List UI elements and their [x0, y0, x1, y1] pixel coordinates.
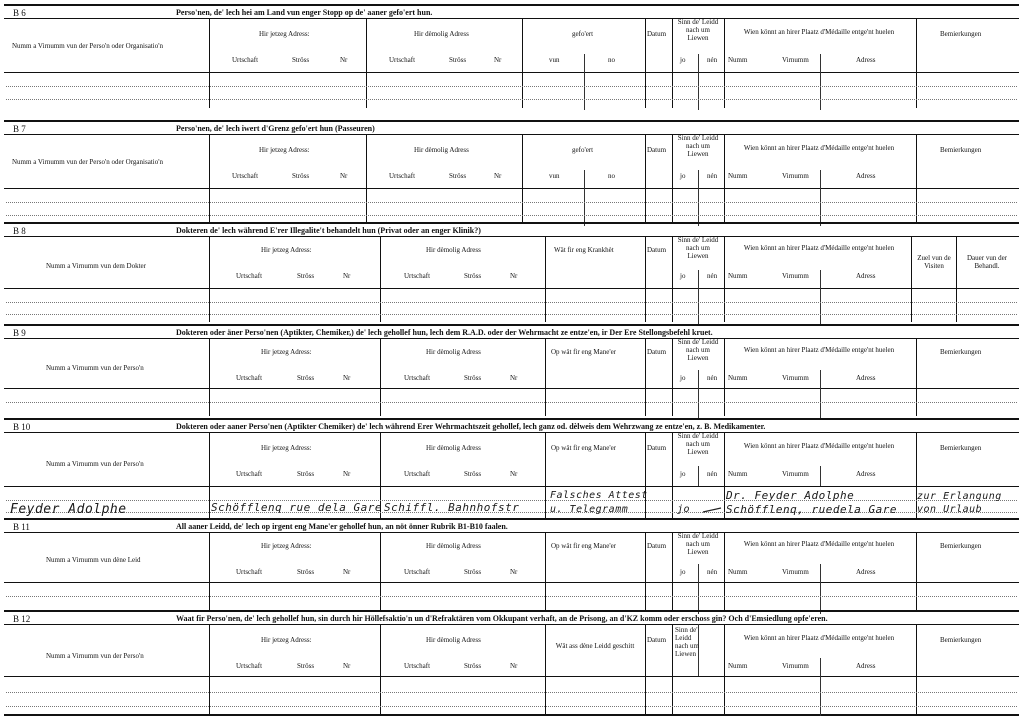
col-name-header: Numm a Virnumm vun der Perso'n oder Organisatio'n — [12, 42, 163, 50]
col-alive: Sinn de' Leidd nach um Liewen — [677, 532, 719, 556]
col-nr: Nr — [494, 172, 502, 180]
entry-alive-jo: jo — [677, 504, 691, 515]
section-b7 — [4, 120, 1019, 224]
col-urtschaft: Urtschaft — [236, 470, 263, 478]
col-nr: Nr — [340, 172, 348, 180]
col-jo: jo — [680, 470, 686, 478]
section-title: Dokteren de' lech während E'rer Illegalite't behandelt hun (Privat oder an enger Klinik?) — [176, 226, 481, 235]
col-jo: jo — [680, 374, 686, 382]
col-virnumm: Virnumm — [782, 470, 809, 478]
col-urtschaft: Urtschaft — [236, 662, 263, 670]
col-former-address: Hir dèmolig Adress — [426, 348, 481, 356]
col-current-address: Hir jetzeg Adress: — [261, 246, 312, 254]
section-b6 — [4, 4, 1019, 108]
col-no: no — [608, 172, 615, 180]
col-current-address: Hir jetzeg Adress: — [261, 542, 312, 550]
col-nr: Nr — [343, 568, 351, 576]
col-former-address: Hir dèmolig Adress — [426, 246, 481, 254]
col-person-name: Numm a Virnumm vun der Perso'n — [46, 652, 144, 660]
col-bemierkungen: Bemierkungen — [940, 146, 982, 154]
col-urtschaft: Urtschaft — [236, 272, 263, 280]
col-jo: jo — [680, 272, 686, 280]
col-adress: Adress — [856, 272, 876, 280]
entry-method-line1: Falsches Attest — [550, 490, 648, 501]
col-medal: Wien könnt an hirer Plaatz d'Médaille entge'nt huelen — [743, 634, 895, 642]
col-virnumm: Virnumm — [782, 374, 809, 382]
col-method: Op wät fir eng Mane'er — [551, 444, 617, 452]
col-datum: Datum — [647, 636, 667, 644]
col-alive: Sinn de' Leidd nach um Liewen — [675, 626, 699, 658]
col-adress: Adress — [856, 172, 876, 180]
entry-method-line2: u. Telegramm — [550, 504, 629, 515]
col-stross: Ströss — [297, 374, 315, 382]
col-medal: Wien könnt an hirer Plaatz d'Médaille entge'nt huelen — [743, 244, 895, 252]
col-former-address: Hir dèmolig Adress — [426, 444, 481, 452]
col-method: Op wät fir eng Mane'er — [551, 348, 617, 356]
col-urtschaft: Urtschaft — [404, 470, 431, 478]
section-title: Waat fir Perso'nen, de' lech gehollef hun, sin durch hir Höllefsaktio'n un d'Refraktären vom Okkupant verhaft, an de Prisong, an d'KZ komm oder erschoss gin? Och d'Emsiedlung opfe'eren. — [176, 614, 828, 623]
section-code: B 8 — [13, 226, 26, 236]
col-urtschaft: Urtschaft — [232, 172, 259, 180]
entry-medal-line1: Dr. Feyder Adolphe — [726, 489, 855, 502]
col-urtschaft: Urtschaft — [389, 172, 416, 180]
col-medal: Wien könnt an hirer Plaatz d'Médaille entge'nt huelen — [743, 442, 895, 450]
col-numm: Numm — [728, 568, 748, 576]
col-former-address: Hir dèmolig Adress — [414, 146, 469, 154]
col-current-address: Hir jetzeg Adress: — [261, 636, 312, 644]
col-urtschaft: Urtschaft — [404, 374, 431, 382]
col-medal: Wien könnt an hirer Plaatz d'Médaille entge'nt huelen — [743, 540, 895, 548]
col-stross: Ströss — [464, 272, 482, 280]
col-numm: Numm — [728, 470, 748, 478]
col-urtschaft: Urtschaft — [404, 272, 431, 280]
col-adress: Adress — [856, 56, 876, 64]
col-gefoert: gefo'ert — [572, 30, 594, 38]
col-stross: Ströss — [464, 470, 482, 478]
col-stross: Ströss — [464, 374, 482, 382]
col-nen: nén — [707, 172, 718, 180]
col-numm: Numm — [728, 272, 748, 280]
entry-remark-line1: zur Erlangung — [917, 491, 1002, 502]
col-urtschaft: Urtschaft — [404, 568, 431, 576]
col-current-address: Hir jetzeg Adress: — [259, 30, 310, 38]
col-numm: Numm — [728, 172, 748, 180]
col-nen: nén — [707, 374, 718, 382]
col-person-name: Numm a Virnumm vun der Perso'n — [46, 460, 144, 468]
col-adress: Adress — [856, 662, 876, 670]
section-code: B 10 — [13, 422, 31, 432]
col-bemierkungen: Bemierkungen — [940, 30, 982, 38]
col-vun: vun — [549, 172, 560, 180]
col-visit-count: Zuel vun de Visiten — [917, 254, 951, 270]
col-datum: Datum — [647, 542, 667, 550]
col-former-address: Hir dèmolig Adress — [426, 636, 481, 644]
col-stross: Ströss — [464, 662, 482, 670]
questionnaire-form — [4, 4, 1019, 716]
entry-person-name: Feyder Adolphe — [10, 502, 127, 517]
col-former-address: Hir dèmolig Adress — [414, 30, 469, 38]
col-nr: Nr — [510, 568, 518, 576]
col-stross: Ströss — [292, 172, 310, 180]
col-stross: Ströss — [297, 272, 315, 280]
col-numm: Numm — [728, 662, 748, 670]
col-nr: Nr — [343, 374, 351, 382]
col-nr: Nr — [343, 272, 351, 280]
col-bemierkungen: Bemierkungen — [940, 542, 982, 550]
col-nr: Nr — [494, 56, 502, 64]
entry-current-address: Schöfflenq rue dela Gare — [211, 501, 382, 514]
col-virnumm: Virnumm — [782, 56, 809, 64]
col-datum: Datum — [647, 30, 667, 38]
col-person-name: Numm a Virnumm vun der Perso'n — [46, 364, 144, 372]
col-jo: jo — [680, 56, 686, 64]
col-stross: Ströss — [292, 56, 310, 64]
col-stross: Ströss — [297, 568, 315, 576]
col-nen: nén — [707, 272, 718, 280]
col-numm: Numm — [728, 374, 748, 382]
section-title: Perso'nen, de' lech hei am Land vun enger Stopp op de' aaner gefo'ert hun. — [176, 8, 433, 17]
col-nr: Nr — [510, 470, 518, 478]
col-stross: Ströss — [449, 172, 467, 180]
col-former-address: Hir dèmolig Adress — [426, 542, 481, 550]
col-virnumm: Virnumm — [782, 172, 809, 180]
dash-mark — [702, 506, 722, 514]
col-virnumm: Virnumm — [782, 272, 809, 280]
section-b11 — [4, 518, 1019, 612]
section-b12 — [4, 610, 1019, 716]
col-jo: jo — [680, 568, 686, 576]
section-code: B 6 — [13, 8, 26, 18]
section-code: B 9 — [13, 328, 26, 338]
col-what-happened: Wät ass dène Leidd geschitt — [555, 642, 635, 650]
col-current-address: Hir jetzeg Adress: — [261, 444, 312, 452]
col-urtschaft: Urtschaft — [389, 56, 416, 64]
col-vun: vun — [549, 56, 560, 64]
entry-medal-line2: Schöfflenq, ruedela Gare — [726, 503, 897, 516]
col-stross: Ströss — [449, 56, 467, 64]
col-nr: Nr — [340, 56, 348, 64]
col-adress: Adress — [856, 470, 876, 478]
col-stross: Ströss — [464, 568, 482, 576]
col-current-address: Hir jetzeg Adress: — [261, 348, 312, 356]
section-b9 — [4, 324, 1019, 416]
col-urtschaft: Urtschaft — [236, 374, 263, 382]
col-nr: Nr — [510, 662, 518, 670]
col-medal: Wien könnt an hirer Plaatz d'Médaille entge'nt huelen — [743, 346, 895, 354]
col-alive: Sinn de' Leidd nach um Liewen — [677, 338, 719, 362]
col-stross: Ströss — [297, 470, 315, 478]
col-adress: Adress — [856, 568, 876, 576]
col-urtschaft: Urtschaft — [232, 56, 259, 64]
col-nen: nén — [707, 470, 718, 478]
col-bemierkungen: Bemierkungen — [940, 444, 982, 452]
col-method: Op wät fir eng Mane'er — [551, 542, 617, 550]
col-numm: Numm — [728, 56, 748, 64]
col-nr: Nr — [343, 662, 351, 670]
col-leid-name: Numm a Virnumm vun dène Leid — [46, 556, 141, 564]
col-urtschaft: Urtschaft — [404, 662, 431, 670]
section-code: B 12 — [13, 614, 31, 624]
col-illness: Wät fir eng Krankhèt — [554, 246, 614, 254]
col-nr: Nr — [510, 272, 518, 280]
col-urtschaft: Urtschaft — [236, 568, 263, 576]
col-nen: nén — [707, 568, 718, 576]
col-medal: Wien könnt an hirer Plaatz d'Médaille entge'nt huelen — [743, 144, 895, 152]
col-alive: Sinn de' Leidd nach um Liewen — [677, 432, 719, 456]
col-alive: Sinn de' Leidd nach um Liewen — [677, 134, 719, 158]
section-b10 — [4, 418, 1019, 518]
section-title: Perso'nen, de' lech iwert d'Grenz gefo'ert hun (Passeuren) — [176, 124, 375, 133]
col-name-header: Numm a Virnumm vun der Perso'n oder Organisatio'n — [12, 158, 163, 166]
col-nr: Nr — [343, 470, 351, 478]
col-virnumm: Virnumm — [782, 568, 809, 576]
section-title: Dokteren oder aaner Perso'nen (Aptikter Chemiker) de' lech während Erer Wehrmachtszeit gehollef, lech ganz od. dèlweis dem Wehrzwang ze entze'en, z. B. Medikamenter. — [176, 422, 766, 431]
section-title: Dokteren oder äner Perso'nen (Aptikter, Chemiker,) de' lech gehollef hun, lech dem R.A.D. oder der Wehrmacht ze entze'en, ir Der Ere Stellongsbefehl kruet. — [176, 328, 713, 337]
col-jo: jo — [680, 172, 686, 180]
col-medal: Wien könnt an hirer Plaatz d'Médaille entge'nt huelen — [743, 28, 895, 36]
section-code: B 7 — [13, 124, 26, 134]
col-bemierkungen: Bemierkungen — [940, 348, 982, 356]
col-alive: Sinn de' Leidd nach um Liewen — [677, 236, 719, 260]
col-treatment-duration: Dauer vun der Behandl. — [966, 254, 1008, 270]
col-datum: Datum — [647, 146, 667, 154]
col-datum: Datum — [647, 444, 667, 452]
col-adress: Adress — [856, 374, 876, 382]
entry-remark-line2: von Urlaub — [917, 504, 983, 515]
section-title: All aaner Leidd, de' lech op irgent eng Mane'er gehollef hun, an nöt önner Rubrik B1-B10 faalen. — [176, 522, 508, 531]
section-b8 — [4, 222, 1019, 322]
col-datum: Datum — [647, 246, 667, 254]
col-nr: Nr — [510, 374, 518, 382]
col-datum: Datum — [647, 348, 667, 356]
col-stross: Ströss — [297, 662, 315, 670]
section-code: B 11 — [13, 522, 30, 532]
col-virnumm: Virnumm — [782, 662, 809, 670]
col-alive: Sinn de' Leidd nach um Liewen — [677, 18, 719, 42]
col-bemierkungen: Bemierkungen — [940, 636, 982, 644]
entry-former-address: Schiffl. Bahnhofstr — [384, 501, 520, 514]
col-gefoert: gefo'ert — [572, 146, 594, 154]
col-no: no — [608, 56, 615, 64]
col-doctor-name: Numm a Virnumm vun dem Dokter — [46, 262, 146, 270]
col-current-address: Hir jetzeg Adress: — [259, 146, 310, 154]
col-nen: nén — [707, 56, 718, 64]
